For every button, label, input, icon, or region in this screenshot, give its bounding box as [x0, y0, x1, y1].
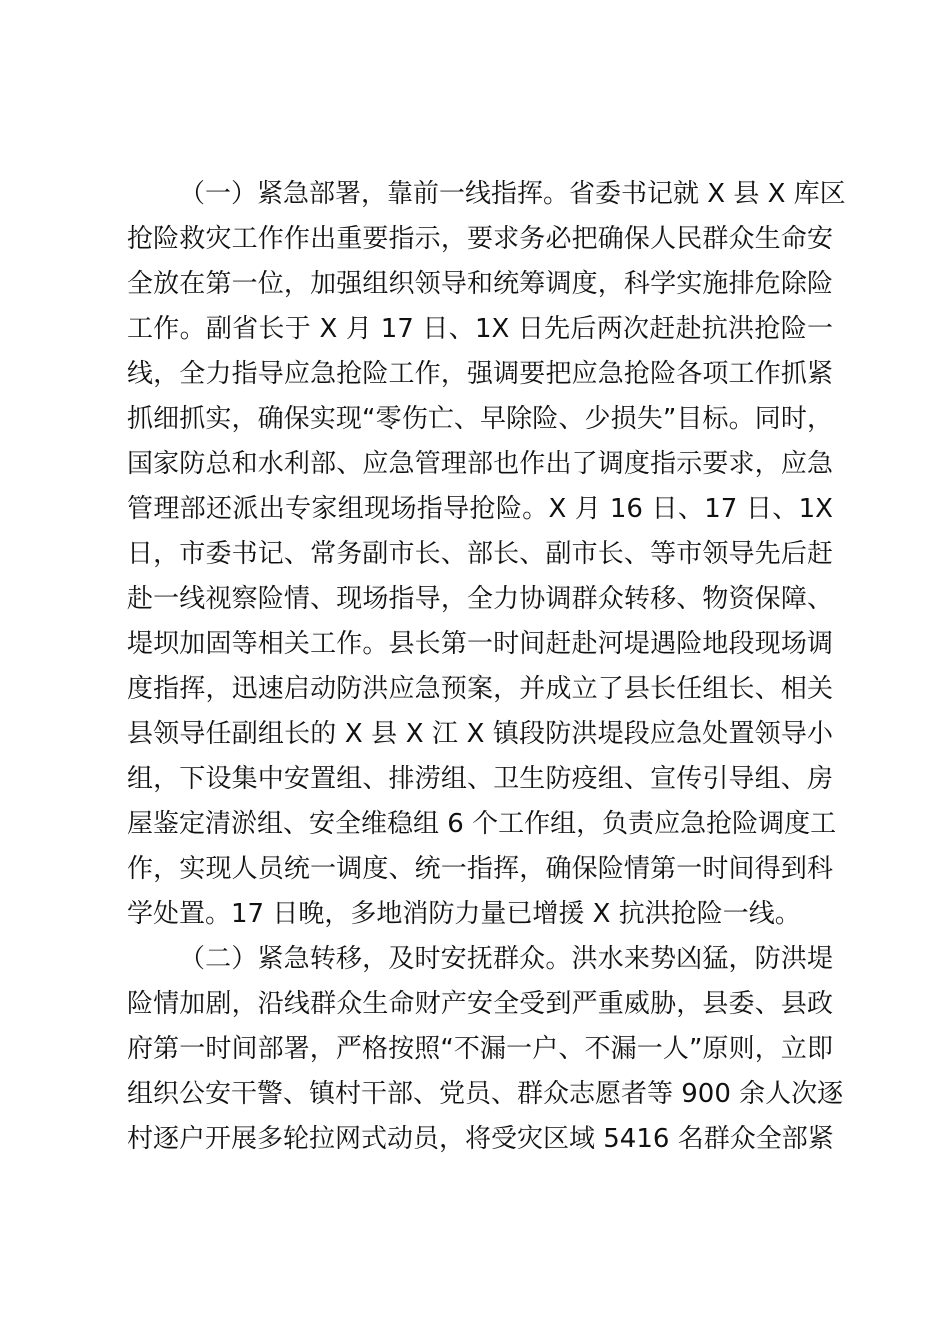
- paragraph-1-line-7: 国家防总和水利部、应急管理部也作出了调度指示要求，应急: [127, 449, 833, 479]
- paragraph-1-line-10: 赴一线视察险情、现场指导，全力协调群众转移、物资保障、: [127, 584, 833, 614]
- paragraph-2-line-2: 险情加剧，沿线群众生命财产安全受到严重威胁，县委、县政: [127, 989, 833, 1019]
- paragraph-1-line-6: 抓细抓实，确保实现“零伤亡、早除险、少损失”目标。同时，: [127, 404, 833, 434]
- paragraph-1-line-12: 度指挥，迅速启动防洪应急预案，并成立了县长任组长、相关: [127, 674, 833, 704]
- paragraph-1-line-13: 县领导任副组长的 X 县 X 江 X 镇段防洪堤段应急处置领导小: [127, 719, 833, 749]
- paragraph-2-line-5: 村逐户开展多轮拉网式动员，将受灾区域 5416 名群众全部紧: [127, 1124, 834, 1154]
- paragraph-1-line-3: 全放在第一位，加强组织领导和统筹调度，科学实施排危除险: [127, 269, 833, 299]
- paragraph-1-line-4: 工作。副省长于 X 月 17 日、1X 日先后两次赶赴抗洪抢险一: [127, 314, 833, 344]
- paragraph-1-line-2: 抢险救灾工作作出重要指示，要求务必把确保人民群众生命安: [127, 224, 833, 254]
- paragraph-1-line-8: 管理部还派出专家组现场指导抢险。X 月 16 日、17 日、1X: [127, 494, 833, 524]
- paragraph-2-line-1: （二）紧急转移，及时安抚群众。洪水来势凶猛，防洪堤: [179, 944, 833, 974]
- paragraph-1-line-9: 日，市委书记、常务副市长、部长、副市长、等市领导先后赶: [127, 539, 833, 569]
- paragraph-1-line-15: 屋鉴定清淤组、安全维稳组 6 个工作组，负责应急抢险调度工: [127, 809, 837, 839]
- paragraph-1-line-1: （一）紧急部署，靠前一线指挥。省委书记就 X 县 X 库区: [179, 179, 846, 209]
- paragraph-1-line-11: 堤坝加固等相关工作。县长第一时间赶赴河堤遇险地段现场调: [127, 629, 833, 659]
- paragraph-1-line-17: 学处置。17 日晚，多地消防力量已增援 X 抗洪抢险一线。: [127, 899, 801, 929]
- paragraph-1-line-16: 作，实现人员统一调度、统一指挥，确保险情第一时间得到科: [127, 854, 833, 884]
- paragraph-2-line-3: 府第一时间部署，严格按照“不漏一户、不漏一人”原则，立即: [127, 1034, 833, 1064]
- paragraph-1-line-14: 组，下设集中安置组、排涝组、卫生防疫组、宣传引导组、房: [127, 764, 833, 794]
- paragraph-1-line-5: 线，全力指导应急抢险工作，强调要把应急抢险各项工作抓紧: [127, 359, 833, 389]
- paragraph-2-line-4: 组织公安干警、镇村干部、党员、群众志愿者等 900 余人次逐: [127, 1079, 844, 1109]
